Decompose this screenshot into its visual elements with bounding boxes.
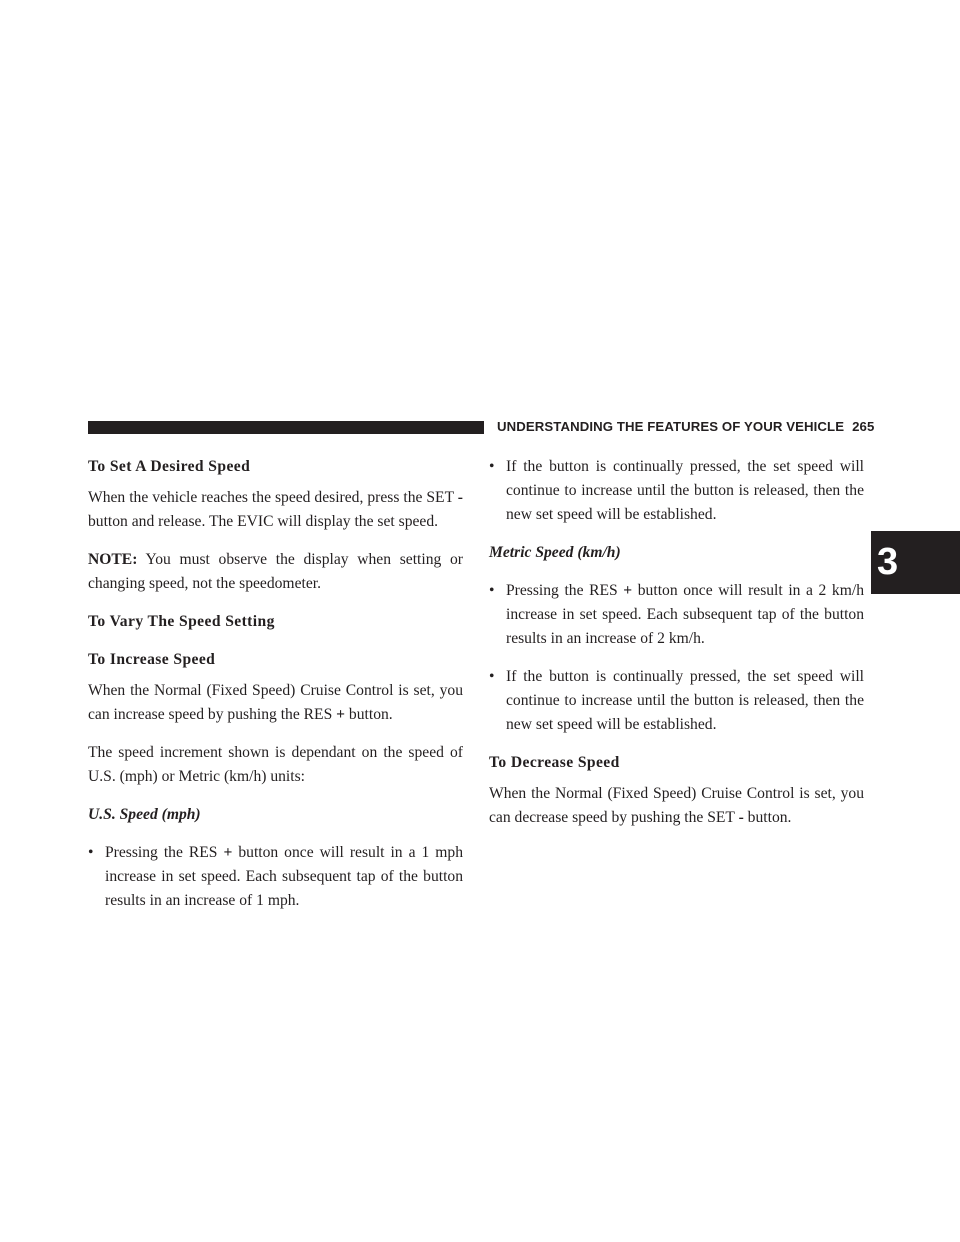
heading-increase-speed: To Increase Speed (88, 651, 216, 668)
heading-decrease-speed: To Decrease Speed (489, 754, 620, 771)
page-number: 265 (852, 419, 875, 434)
heading-set-desired-speed: To Set A Desired Speed (88, 458, 251, 475)
bullet-dot: • (489, 582, 495, 599)
note-text: You must observe the display when setting or changing speed, not the speedometer. (88, 551, 463, 592)
text-run: button and release. The EVIC will display the set speed. (88, 513, 439, 530)
left-column (88, 455, 463, 913)
heading-vary-speed-setting: To Vary The Speed Setting (88, 613, 275, 630)
text-run: button once will result in a 1 mph increase in set speed. Each subsequent tap of the button results in an increase of 1 mph. (105, 844, 464, 909)
plus-symbol: + (623, 582, 633, 599)
text-run: Pressing the RES (105, 844, 224, 861)
paragraph-decrease-speed (489, 782, 864, 830)
running-header (497, 418, 874, 436)
text-run: When the vehicle reaches the speed desired, press the SET (88, 489, 458, 506)
heading-metric-speed: Metric Speed (km/h) (489, 544, 621, 561)
note-label: NOTE: (88, 551, 138, 568)
paragraph-increase-speed (88, 679, 463, 727)
heading-us-speed: U.S. Speed (mph) (88, 806, 201, 823)
text-run: button. (743, 809, 792, 826)
text-run: If the button is continually pressed, the set speed will continue to increase until the button is released, then the new set speed will be established. (506, 668, 864, 733)
plus-symbol: + (223, 844, 233, 861)
list-item-us-press (88, 841, 463, 913)
header-title: UNDERSTANDING THE FEATURES OF YOUR VEHICLE (497, 419, 845, 434)
paragraph-set-speed (88, 486, 463, 534)
text-run: When the Normal (Fixed Speed) Cruise Control is set, you can decrease speed by pushing the SET (489, 785, 864, 826)
header-bar (88, 421, 484, 434)
text-run: If the button is continually pressed, the set speed will continue to increase until the button is released, then the new set speed will be established. (506, 458, 864, 523)
bullet-dot: • (88, 844, 94, 861)
bullet-dot: • (489, 668, 495, 685)
text-run: Pressing the RES (506, 582, 624, 599)
bullet-dot: • (489, 458, 495, 475)
minus-symbol: - (457, 489, 463, 506)
plus-symbol: + (336, 706, 346, 723)
list-item-metric-press (489, 579, 864, 651)
list-item-metric-hold (489, 665, 864, 737)
note-paragraph (88, 548, 463, 596)
text-run: button. (345, 706, 393, 723)
paragraph-speed-increment: The speed increment shown is dependant on the speed of U.S. (mph) or Metric (km/h) units: (88, 744, 463, 785)
list-item-us-hold (489, 455, 864, 527)
text-run: button once will result in a 2 km/h increase in set speed. Each subsequent tap of the button results in an increase of 2 km/h. (506, 582, 864, 647)
chapter-tab: 3 (871, 531, 960, 594)
text-run: When the Normal (Fixed Speed) Cruise Control is set, you can increase speed by pushing the RES (88, 682, 463, 723)
minus-symbol: - (738, 809, 744, 826)
right-column (489, 455, 864, 830)
